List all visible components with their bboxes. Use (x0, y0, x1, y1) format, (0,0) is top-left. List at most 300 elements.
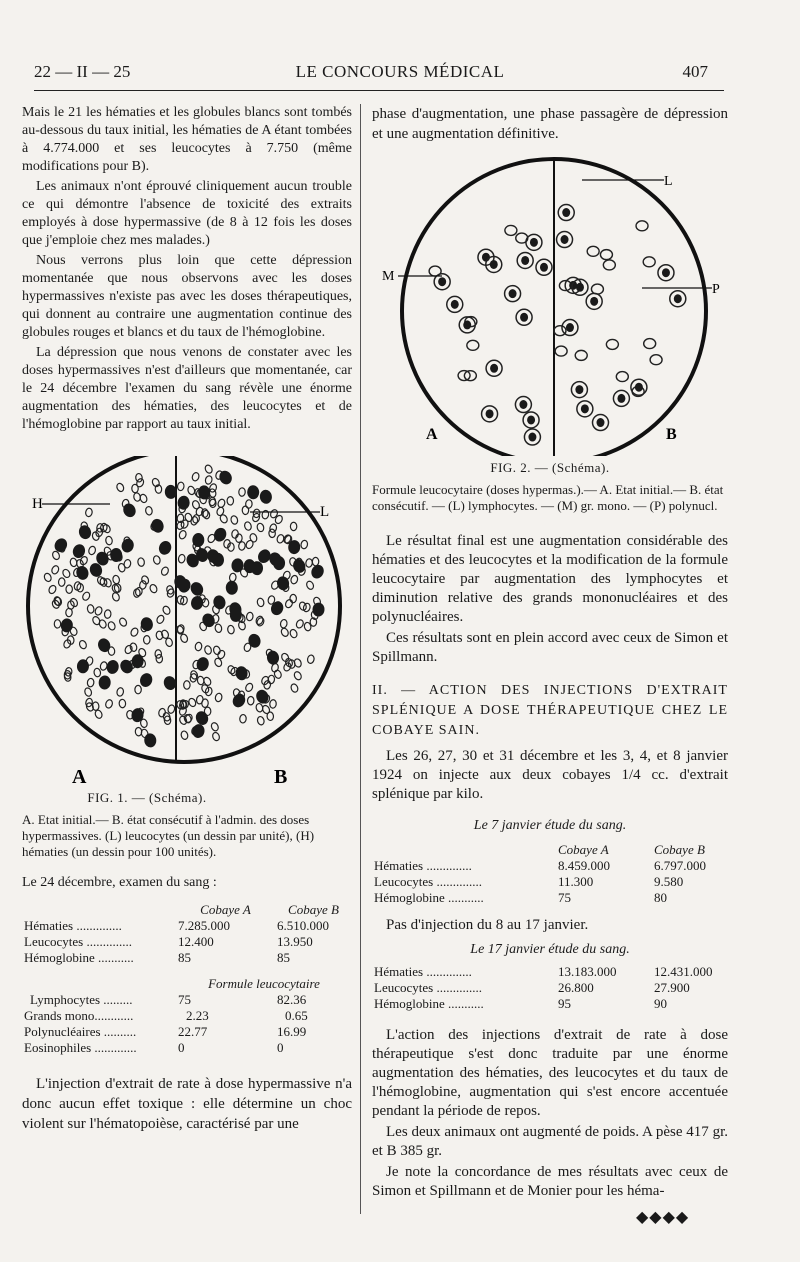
red-cell-symbol (290, 522, 296, 530)
red-cell-symbol (263, 680, 271, 690)
white-cell-symbol (105, 659, 119, 675)
red-cell-symbol (107, 621, 116, 631)
table-cell-label: Hémoglobine ........... (374, 996, 484, 1011)
table-cell: 75 (178, 992, 191, 1007)
white-cell-symbol (98, 675, 111, 690)
red-cell-symbol (88, 545, 97, 555)
lymphocyte-symbol (575, 350, 587, 360)
table-cell: 85 (277, 950, 290, 965)
table-cell: 11.300 (558, 874, 594, 889)
table-cell: 0 (277, 1040, 284, 1055)
white-cell-symbol (149, 517, 165, 534)
white-cell-symbol (190, 595, 204, 611)
red-cell-symbol (54, 620, 61, 629)
red-cell-symbol (300, 540, 308, 550)
nucleus-symbol (566, 323, 574, 332)
table-cell-label: Leucocytes .............. (24, 934, 132, 949)
lymphocyte-symbol (505, 225, 517, 235)
red-cell-symbol (93, 668, 101, 677)
end-ornament: ◆◆◆◆ (636, 1209, 690, 1226)
lymphocyte-symbol (650, 355, 662, 365)
red-cell-symbol (204, 645, 212, 655)
nucleus-symbol (635, 383, 643, 392)
red-cell-symbol (229, 573, 237, 582)
red-cell-symbol (267, 712, 274, 721)
red-cell-symbol (70, 558, 78, 567)
red-cell-symbol (305, 558, 313, 567)
red-cell-symbol (239, 488, 246, 497)
white-cell-symbol (75, 565, 90, 582)
red-cell-symbol (239, 714, 246, 723)
figure-1-label-h: H (32, 496, 43, 512)
table-col-header: Cobaye B (288, 902, 339, 917)
red-cell-symbol (197, 676, 205, 685)
red-cell-symbol (217, 498, 226, 508)
white-cell-symbol (200, 611, 217, 629)
red-cell-symbol (162, 605, 172, 615)
section-heading: II. — ACTION DES INJECTIONS D'EXTRAIT SPLÉNIQUE A DOSE THÉRAPEUTIQUE CHEZ LE COBAYE SAIN. (372, 683, 728, 738)
red-cell-symbol (187, 485, 196, 495)
table-col-header: Cobaye B (654, 842, 705, 857)
table-cell: 75 (558, 890, 571, 905)
red-cell-symbol (66, 585, 72, 593)
header-page-number: 407 (682, 62, 708, 81)
white-cell-symbol (131, 654, 144, 669)
red-cell-symbol (135, 473, 142, 482)
figure-2-cells (429, 205, 686, 446)
red-cell-symbol (180, 519, 189, 529)
red-cell-symbol (156, 654, 163, 663)
red-cell-symbol (305, 580, 314, 590)
red-cell-symbol (261, 510, 269, 520)
red-cell-symbol (119, 699, 126, 708)
nucleus-symbol (482, 253, 490, 262)
red-cell-symbol (204, 475, 212, 485)
table-cell-label: Hématies .............. (374, 858, 472, 873)
nucleus-symbol (490, 364, 498, 373)
red-cell-symbol (276, 534, 285, 544)
table-row (22, 1040, 352, 1056)
table-cell-label: Hématies .............. (24, 918, 122, 933)
red-cell-symbol (227, 497, 234, 506)
white-cell-symbol (110, 548, 122, 562)
nucleus-symbol (575, 385, 583, 394)
red-cell-symbol (116, 687, 124, 697)
exam-intro: Le 24 décembre, examen du sang : (22, 875, 217, 890)
red-cell-symbol (238, 541, 246, 550)
nucleus-symbol (451, 300, 459, 309)
table-row (22, 950, 352, 966)
lymphocyte-symbol (600, 250, 612, 260)
figure-1-caption: A. Etat initial.— B. état consécutif à l'admin. des doses hypermassives. (L) leucocytes (un dessin par unité), (H) hématies (un dessin pour 100 unités). (22, 812, 315, 859)
lymphocyte-symbol (555, 346, 567, 356)
paragraph: L'action des injections d'extrait de rate à dose thérapeutique s'est donc traduite par une énorme augmentation des hématies, des leucocytes et du taux de l'hémoglobine, augmentation qui s'est encore accentuée pendant la période de repos. (372, 1027, 728, 1119)
nucleus-symbol (674, 294, 682, 303)
red-cell-symbol (149, 583, 158, 593)
nucleus-symbol (438, 277, 446, 286)
red-cell-symbol (81, 591, 91, 601)
figure-1-label-b: B (274, 766, 288, 786)
red-cell-symbol (195, 507, 204, 517)
red-cell-symbol (289, 629, 298, 639)
red-cell-symbol (62, 568, 72, 578)
figure-2-diagram (372, 156, 728, 456)
table-header-row (372, 842, 728, 858)
white-cell-symbol (144, 733, 157, 748)
red-cell-symbol (247, 696, 254, 705)
red-cell-symbol (215, 693, 223, 703)
red-cell-symbol (112, 575, 120, 585)
table-row (372, 890, 728, 906)
paragraph: L'injection d'extrait de rate à dose hypermassive n'a donc aucun effet toxique : elle détermine un choc violent sur l'hématopoièse, caractérisé par une (22, 1076, 352, 1132)
red-cell-symbol (267, 675, 275, 684)
red-cell-symbol (167, 704, 175, 714)
red-cell-symbol (312, 557, 319, 566)
red-cell-symbol (249, 533, 258, 543)
red-cell-symbol (242, 506, 249, 515)
red-cell-symbol (118, 617, 128, 627)
table-blood-exam-jan7 (372, 842, 728, 906)
red-cell-symbol (298, 601, 307, 611)
lymphocyte-symbol (587, 246, 599, 256)
table-row (372, 980, 728, 996)
red-cell-symbol (130, 627, 140, 637)
red-cell-symbol (145, 506, 153, 515)
table-cell: 90 (654, 996, 667, 1011)
table-blood-exam-jan17 (372, 964, 728, 1012)
figure-1-label-l: L (320, 504, 330, 520)
red-cell-symbol (212, 731, 221, 741)
red-cell-symbol (156, 614, 166, 624)
red-cell-symbol (195, 642, 203, 651)
table-row (22, 992, 352, 1008)
lymphocyte-symbol (554, 326, 566, 336)
red-cell-symbol (274, 514, 284, 524)
figure-2 (372, 156, 728, 514)
table-cell: 2.23 (186, 1008, 209, 1023)
table-row (372, 964, 728, 980)
lymphocyte-symbol (636, 221, 648, 231)
table-cell: 8.459.000 (558, 858, 610, 873)
table-cell: 22.77 (178, 1024, 208, 1039)
paragraph: Mais le 21 les hématies et les globules blancs sont tombés au-dessous du taux initial, les hématies de A étant tombées à 4.774.000 et ses leucocytes à 7.750 (même modifications pour B). (22, 105, 352, 174)
white-cell-symbol (231, 558, 244, 573)
red-cell-symbol (244, 521, 253, 531)
red-cell-symbol (184, 512, 193, 522)
table-row (372, 874, 728, 890)
table-col-header: Cobaye A (558, 842, 609, 857)
column-divider (360, 104, 361, 1214)
lymphocyte-symbol (644, 339, 656, 349)
nucleus-symbol (596, 418, 604, 427)
red-cell-symbol (210, 722, 219, 732)
red-cell-symbol (290, 594, 296, 602)
white-cell-symbol (157, 539, 173, 556)
red-cell-symbol (99, 661, 108, 671)
white-cell-symbol (120, 537, 136, 554)
red-cell-symbol (137, 557, 145, 566)
paragraph: Ces résultats sont en plein accord avec ceux de Simon et Spillmann. (372, 630, 728, 665)
nucleus-symbol (490, 260, 498, 269)
red-cell-symbol (123, 559, 131, 569)
nucleus-symbol (527, 415, 535, 424)
red-cell-symbol (204, 464, 214, 474)
table-cell: 80 (654, 890, 667, 905)
nucleus-symbol (562, 208, 570, 217)
table-cell: 12.400 (178, 934, 214, 949)
table-cell-label: Lymphocytes ......... (30, 992, 133, 1007)
red-cell-symbol (214, 624, 222, 633)
red-cell-symbol (135, 478, 145, 488)
red-cell-symbol (78, 639, 87, 649)
white-cell-symbol (225, 580, 238, 595)
red-cell-symbol (290, 575, 299, 585)
white-cell-symbol (269, 600, 285, 617)
table-header-row (22, 902, 352, 918)
table-cell-label: Polynucléaires .......... (24, 1024, 137, 1039)
table-cell: 82.36 (277, 992, 307, 1007)
table-3-title: Le 17 janvier étude du sang. (470, 942, 630, 957)
red-cell-symbol (135, 587, 143, 597)
red-cell-symbol (51, 565, 60, 575)
table-row (372, 996, 728, 1012)
figure-1-label-a: A (72, 766, 87, 786)
red-cell-symbol (191, 500, 200, 510)
table-row (372, 858, 728, 874)
header-issue-date: 22 — II — 25 (34, 62, 131, 81)
red-cell-symbol (230, 515, 238, 525)
nucleus-symbol (576, 283, 584, 292)
lymphocyte-symbol (603, 260, 615, 270)
nucleus-symbol (486, 409, 494, 418)
red-cell-symbol (280, 627, 289, 637)
red-cell-symbol (269, 509, 279, 519)
figure-2-title: FIG. 2. — (Schéma). (490, 460, 610, 475)
table-cell: 12.431.000 (654, 964, 713, 979)
red-cell-symbol (48, 584, 58, 594)
white-cell-symbol (259, 489, 273, 505)
red-cell-symbol (256, 598, 264, 608)
figure-2-label-p: P (712, 282, 720, 297)
white-cell-symbol (121, 501, 138, 519)
red-cell-symbol (87, 604, 95, 613)
paragraph: Le résultat final est une augmentation considérable des hématies et des leucocytes et la modification de la formule leucocytaire par augmentation des lymphocytes et diminution relative des grands mononucléaires et des polynucléaires. (372, 533, 728, 625)
figure-2-label-a: A (426, 426, 438, 443)
white-cell-symbol (130, 707, 144, 723)
red-cell-symbol (85, 508, 93, 517)
table-cell-label: Grands mono............ (24, 1008, 134, 1023)
red-cell-symbol (213, 645, 222, 655)
red-cell-symbol (245, 539, 255, 549)
table-cell: 95 (558, 996, 571, 1011)
table-cell: 7.285.000 (178, 918, 230, 933)
red-cell-symbol (202, 510, 210, 520)
nucleus-symbol (528, 433, 536, 442)
red-cell-symbol (269, 523, 277, 533)
white-cell-symbol (192, 533, 204, 547)
figure-1-cells (43, 464, 326, 748)
paragraph: phase d'augmentation, une phase passagère de dépression et une augmentation définitive. (372, 106, 728, 142)
white-cell-symbol (77, 659, 90, 674)
paragraph: Pas d'injection du 8 au 17 janvier. (386, 917, 589, 933)
right-column (372, 104, 728, 1203)
table-row (22, 934, 352, 950)
nucleus-symbol (519, 400, 527, 409)
red-cell-symbol (65, 667, 73, 676)
red-cell-symbol (105, 699, 114, 709)
paragraph: Les 26, 27, 30 et 31 décembre et les 3, 4, et 8 janvier 1924 on injecte aux deux cobayes 1/4 cc. d'extrait splénique par kilo. (372, 748, 728, 802)
figure-1-title: FIG. 1. — (Schéma). (87, 790, 207, 805)
table-cell: 13.950 (277, 934, 313, 949)
red-cell-symbol (133, 589, 140, 598)
red-cell-symbol (43, 572, 52, 582)
white-cell-symbol (266, 650, 280, 666)
figure-2-label-m: M (382, 269, 395, 284)
table-cell: 26.800 (558, 980, 594, 995)
lymphocyte-symbol (516, 233, 528, 243)
table-cell: 85 (178, 950, 191, 965)
red-cell-symbol (87, 678, 95, 687)
white-cell-symbol (195, 656, 210, 673)
red-cell-symbol (184, 681, 191, 690)
red-cell-symbol (269, 699, 276, 708)
table-cell: 0 (178, 1040, 185, 1055)
header-rule (34, 90, 724, 91)
table-cell-label: Hématies .............. (374, 964, 472, 979)
white-cell-symbol (191, 723, 206, 739)
red-cell-symbol (166, 588, 175, 598)
red-cell-symbol (246, 612, 254, 621)
red-cell-symbol (180, 730, 188, 740)
figure-2-caption: Formule leucocytaire (doses hypermas.).— A. Etat initial.— B. état consécutif. — (L) lymphocytes. — (M) gr. mono. — (P) polynucl. (372, 482, 724, 513)
red-cell-symbol (58, 578, 65, 587)
red-cell-symbol (191, 472, 200, 482)
white-cell-symbol (194, 709, 211, 727)
red-cell-symbol (114, 583, 122, 592)
red-cell-symbol (139, 493, 148, 503)
table-cell-label: Hémoglobine ........... (374, 890, 484, 905)
nucleus-symbol (662, 268, 670, 277)
lymphocyte-symbol (591, 284, 603, 294)
red-cell-symbol (280, 652, 290, 662)
paragraph: Nous verrons plus loin que cette dépression momentanée que nous observons avec les doses hypermassives n'existe pas avec les doses thérapeutiques, qui donnent au contraire une augmentation continue des globules rouges et blancs et du taux de l'hémoglobine. (22, 253, 352, 340)
red-cell-symbol (105, 536, 113, 545)
table-subheader-row (22, 966, 352, 992)
red-cell-symbol (104, 610, 111, 619)
left-column (22, 104, 352, 1136)
nucleus-symbol (520, 313, 528, 322)
red-cell-symbol (257, 716, 265, 726)
red-cell-symbol (111, 592, 120, 602)
lymphocyte-symbol (606, 339, 618, 349)
lymphocyte-symbol (643, 257, 655, 267)
nucleus-symbol (540, 263, 548, 272)
nucleus-symbol (561, 235, 569, 244)
figure-2-label-b: B (666, 426, 677, 443)
paragraph: Les animaux n'ont éprouvé cliniquement aucun trouble ce qui démontre l'absence de toxicité des extraits employés à dose hypermassive (de 8 à 12 fois les doses que j'emploie chez mes malades.) (22, 179, 352, 248)
red-cell-symbol (307, 654, 315, 664)
red-cell-symbol (153, 555, 161, 565)
red-cell-symbol (293, 671, 303, 681)
table-cell-label: Leucocytes .............. (374, 980, 482, 995)
white-cell-symbol (96, 637, 112, 654)
table-2-title: Le 7 janvier étude du sang. (473, 818, 627, 833)
table-cell: 13.183.000 (558, 964, 617, 979)
running-header (0, 62, 800, 86)
table-row (22, 1008, 352, 1024)
table-cell-label: Leucocytes .............. (374, 874, 482, 889)
nucleus-symbol (463, 320, 471, 329)
white-cell-symbol (77, 524, 92, 541)
nucleus-symbol (530, 238, 538, 247)
red-cell-symbol (94, 606, 103, 616)
red-cell-symbol (84, 687, 93, 697)
white-cell-symbol (254, 688, 270, 705)
table-cell: 0.65 (285, 1008, 308, 1023)
lymphocyte-symbol (616, 372, 628, 382)
red-cell-symbol (280, 619, 288, 628)
red-cell-symbol (223, 539, 230, 548)
formula-title: Formule leucocytaire (208, 976, 320, 991)
red-cell-symbol (165, 637, 173, 647)
white-cell-symbol (247, 485, 260, 500)
red-cell-symbol (244, 682, 254, 692)
red-cell-symbol (284, 598, 294, 608)
figure-1 (22, 456, 352, 860)
nucleus-symbol (617, 394, 625, 403)
red-cell-symbol (177, 482, 185, 491)
paragraph: Les deux animaux ont augmenté de poids. A pèse 417 gr. et B 385 gr. (372, 1124, 728, 1159)
red-cell-symbol (256, 523, 264, 533)
red-cell-symbol (178, 554, 186, 563)
red-cell-symbol (140, 575, 149, 585)
nucleus-symbol (590, 297, 598, 306)
nucleus-symbol (521, 256, 529, 265)
table-row (22, 918, 352, 934)
nucleus-symbol (581, 404, 589, 413)
nucleus-symbol (509, 289, 517, 298)
red-cell-symbol (135, 685, 141, 693)
paragraph: La dépression que nous venons de constater avec les doses hypermassives n'est d'ailleurs que momentanée, car le 24 décembre l'examen du sang révèle une énorme augmentation des hématies, des leucocytes et de l'hémoglobine par rapport au taux initial. (22, 345, 352, 432)
red-cell-symbol (188, 697, 197, 707)
table-cell: 9.580 (654, 874, 684, 889)
figure-1-diagram (22, 456, 352, 786)
red-cell-symbol (180, 633, 189, 643)
white-cell-symbol (276, 575, 290, 591)
red-cell-symbol (176, 520, 185, 530)
lymphocyte-symbol (467, 340, 479, 350)
white-cell-symbol (247, 632, 262, 649)
red-cell-symbol (245, 500, 252, 509)
table-cell: 16.99 (277, 1024, 307, 1039)
red-cell-symbol (178, 530, 187, 540)
table-cell-label: Hémoglobine ........... (24, 950, 134, 965)
red-cell-symbol (116, 482, 125, 492)
header-journal-title: LE CONCOURS MÉDICAL (295, 62, 505, 81)
red-cell-symbol (201, 699, 208, 708)
table-cell: 6.797.000 (654, 858, 706, 873)
red-cell-symbol (143, 636, 150, 645)
table-col-header: Cobaye A (200, 902, 251, 917)
white-cell-symbol (312, 602, 325, 617)
white-cell-symbol (212, 594, 227, 610)
red-cell-symbol (227, 625, 235, 634)
red-cell-symbol (124, 644, 134, 654)
table-cell: 27.900 (654, 980, 690, 995)
red-cell-symbol (290, 683, 299, 693)
red-cell-symbol (295, 619, 305, 629)
table-cell-label: Eosinophiles ............. (24, 1040, 137, 1055)
